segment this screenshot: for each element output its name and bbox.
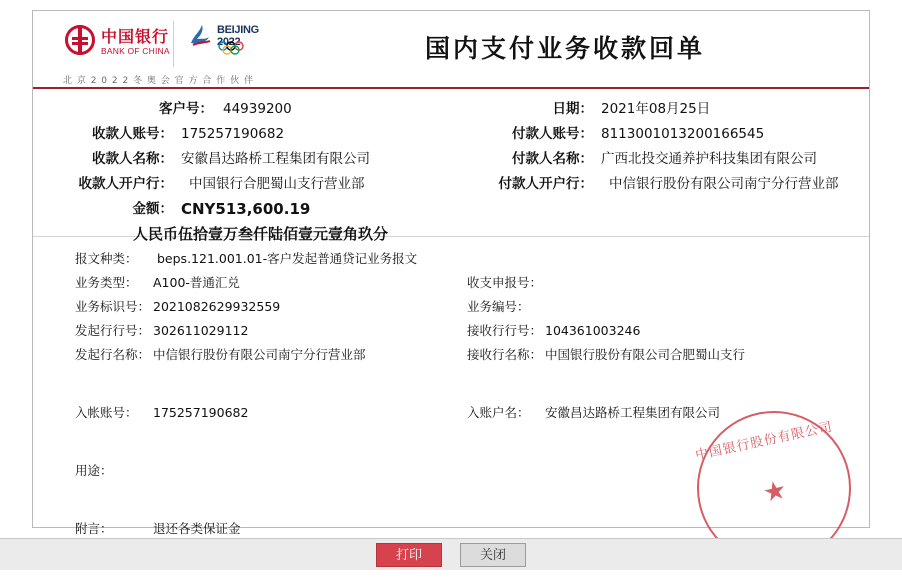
message-type-label: 报文种类： — [75, 251, 138, 266]
date-value: 2021年08月25日 — [601, 101, 711, 117]
bank-of-china-logo — [65, 23, 173, 63]
logo-divider — [173, 21, 174, 67]
sender-bank-name-value: 中信银行股份有限公司南宁分行营业部 — [153, 347, 366, 362]
payer-name-label: 付款人名称： — [512, 151, 593, 167]
remark-value: 退还各类保证金 — [153, 521, 241, 536]
seal-star-icon: ★ — [760, 473, 790, 509]
date-label: 日期： — [552, 101, 593, 117]
row-bank-codes — [33, 319, 869, 343]
message-type-value: beps.121.001.01-客户发起普通贷记业务报文 — [157, 251, 418, 266]
customer-no-label: 客户号： — [159, 101, 213, 117]
row-message-type — [33, 247, 869, 271]
receiver-bank-name-label: 接收行名称： — [467, 347, 543, 362]
row-names — [33, 147, 869, 172]
credit-account-value: 175257190682 — [153, 405, 249, 420]
beijing-2022-logo — [185, 21, 259, 69]
payee-bank-label: 收款人开户行： — [78, 176, 173, 192]
spacer-row-1 — [33, 367, 869, 401]
summary-block — [33, 89, 869, 243]
olympic-rings-icon — [217, 41, 257, 58]
payer-bank-value: 中信银行股份有限公司南宁分行营业部 — [609, 176, 839, 192]
business-type-label: 业务类型： — [75, 275, 138, 290]
row-business-type — [33, 271, 869, 295]
row-accounts — [33, 122, 869, 147]
print-button[interactable]: 打印 — [376, 543, 442, 567]
payer-name-value: 广西北投交通养护科技集团有限公司 — [601, 151, 817, 167]
beijing-2022-label: BEIJING 2022 — [217, 24, 259, 48]
receipt-header — [33, 11, 869, 89]
customer-no-value: 44939200 — [223, 101, 292, 117]
boc-emblem-icon — [65, 25, 95, 55]
sender-bank-code-value: 302611029112 — [153, 323, 249, 338]
business-type-value: A100-普通汇兑 — [153, 275, 240, 290]
amount-label: 金额： — [132, 201, 173, 217]
business-no-label: 业务编号： — [467, 299, 530, 314]
payment-receipt — [32, 10, 870, 536]
logo-zone — [45, 17, 261, 86]
credit-account-name-label: 入账户名： — [467, 405, 530, 420]
bank-name-en: BANK OF CHINA — [101, 46, 170, 56]
document-title: 国内支付业务收款回单 — [424, 34, 705, 63]
receiver-bank-name-value: 中国银行股份有限公司合肥蜀山支行 — [545, 347, 746, 362]
receiver-bank-code-label: 接收行行号： — [467, 323, 543, 338]
receiver-bank-code-value: 104361003246 — [545, 323, 641, 338]
seal-text: 中国银行股份有限公司 — [694, 419, 835, 464]
row-amount — [33, 197, 869, 222]
sender-bank-name-label: 发起行名称： — [75, 347, 151, 362]
row-bank-names — [33, 343, 869, 367]
amount-value: CNY513,600.19 — [181, 200, 311, 218]
payee-name-value: 安徽昌达路桥工程集团有限公司 — [181, 151, 370, 167]
winter-olympics-icon — [185, 21, 215, 51]
bank-name-cn: 中国银行 — [101, 27, 170, 46]
purpose-label: 用途： — [75, 463, 113, 478]
credit-account-label: 入帐账号： — [75, 405, 138, 420]
remark-label: 附言： — [75, 521, 113, 536]
row-banks — [33, 172, 869, 197]
close-button[interactable]: 关闭 — [460, 543, 526, 567]
revenue-declaration-label: 收支申报号： — [467, 275, 543, 290]
row-customer-date — [33, 97, 869, 122]
business-id-label: 业务标识号： — [75, 299, 151, 314]
payee-bank-value: 中国银行合肥蜀山支行营业部 — [189, 176, 365, 192]
payer-bank-label: 付款人开户行： — [498, 176, 593, 192]
olympic-partner-text: 北 京 2 0 2 2 冬 奥 会 官 方 合 作 伙 伴 — [63, 76, 254, 86]
payee-account-label: 收款人账号： — [92, 126, 173, 142]
payee-account-value: 175257190682 — [181, 126, 285, 142]
sender-bank-code-label: 发起行行号： — [75, 323, 151, 338]
row-business-id — [33, 295, 869, 319]
payer-account-label: 付款人账号： — [512, 126, 593, 142]
footer-toolbar — [0, 538, 902, 570]
credit-account-name-value: 安徽昌达路桥工程集团有限公司 — [545, 405, 721, 420]
business-id-value: 2021082629932559 — [153, 299, 281, 314]
amount-in-words: 人民币伍拾壹万叁仟陆佰壹元壹角玖分 — [133, 225, 389, 243]
payer-account-value: 8113001013200166545 — [601, 126, 765, 142]
payee-name-label: 收款人名称： — [92, 151, 173, 167]
